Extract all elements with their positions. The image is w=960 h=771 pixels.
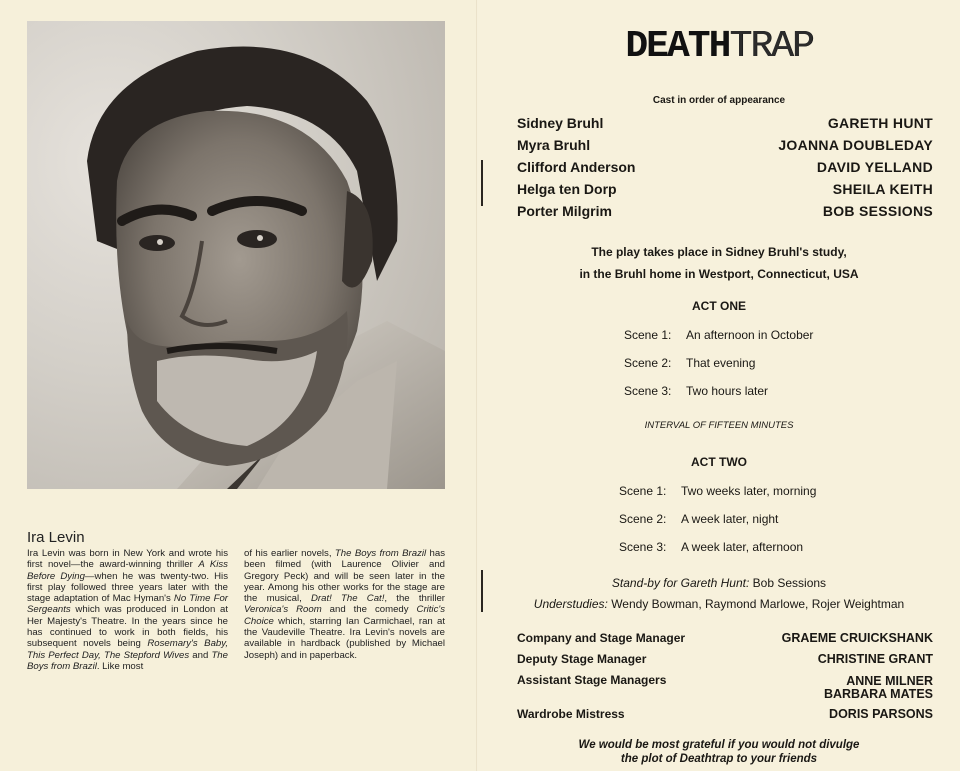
crew-role: Company and Stage Manager [517,631,686,645]
scene-label: Scene 3: [624,384,672,398]
crew-row [517,631,933,652]
cast-row [517,159,933,181]
setting-line-2: in the Bruhl home in Westport, Connecticut, USA [579,267,859,281]
cast-actor: GARETH HUNT [827,115,933,131]
scene-row [619,484,816,498]
cast-role: Myra Bruhl [517,137,591,153]
footer-line-2: the plot of Deathtrap to your friends [620,753,818,765]
bio-text: Ira Levin was born in New York and wrote his first novel—the award-winning thriller [27,548,228,571]
bio-title-italic: A Kiss Before Dying [27,559,228,582]
bio-text: and [189,649,212,661]
crew-role: Deputy Stage Manager [517,652,647,666]
crew-names [824,673,933,705]
footer-note [478,738,960,766]
bio-text: has been filmed (with Laurence Olivier and Gregory Peck) and will be seen later in the year. Among his other works for the stage are the musical, [244,548,445,605]
cast-heading: Cast in order of appearance [652,95,786,106]
bio-title-italic: No Time For Sergeants [27,593,228,616]
bio-text: —when he was twenty-two. His first play followed three years later with the stage adaptation of Mac Hyman's [27,570,228,605]
cast-actor: BOB SESSIONS [822,203,933,219]
crew-name: CHRISTINE GRANT [817,652,933,666]
bio-title: Ira Levin [27,529,85,546]
understudies-names: Wendy Bowman, Raymond Marlowe, Rojer Weightman [611,597,905,611]
scene-row [624,328,813,342]
bio-column-1 [27,548,228,672]
scene-label: Scene 1: [619,484,667,498]
crew-list [517,631,933,728]
scene-label: Scene 2: [619,512,667,526]
right-page [478,0,960,771]
crew-row [517,705,933,728]
crew-role: Wardrobe Mistress [517,707,625,721]
bio-text: which was produced in London at Her Majesty's Theatre. In the years since he has continued to work in both fields, his subsequent novels being [27,604,228,650]
cast-role: Clifford Anderson [517,159,636,175]
page-mark [481,570,483,612]
bio-title-italic: Veronica's Room [244,604,322,616]
cast-row [517,203,933,225]
title-death: DEATH [625,25,730,68]
scene-desc: Two hours later [686,384,769,398]
scene-desc: A week later, night [681,512,779,526]
scene-row [624,384,768,398]
bio-text: which, starring Ian Carmichael, ran at the Vaudeville Theatre. Ira Levin's novels are available in hardback (published by Michael Joseph) and in paperback. [244,615,445,661]
scene-desc: An afternoon in October [686,328,814,342]
cast-row [517,181,933,203]
scene-label: Scene 2: [624,356,672,370]
footer-line-1: We would be most grateful if you would not divulge [578,739,860,751]
setting-description [478,241,960,285]
portrait-image [27,21,445,489]
title-trap: TRAP [729,25,813,68]
bio-title-italic: The Boys from Brazil [27,649,228,672]
bio-title-italic: Rosemary's Baby, This Perfect Day, The Stepford Wives [27,638,228,661]
cast-list [517,115,933,225]
interval-note: INTERVAL OF FIFTEEN MINUTES [644,420,794,431]
crew-name: ANNE MILNER [846,674,933,688]
standby-name: Bob Sessions [752,576,827,590]
scene-row [619,540,803,554]
act-one-title: ACT ONE [692,299,746,313]
cast-row [517,137,933,159]
act-two-title: ACT TWO [691,455,747,469]
bio-text: . Like most [96,660,144,672]
cast-actor: JOANNA DOUBLEDAY [778,137,933,153]
scene-label: Scene 3: [619,540,667,554]
crew-name: DORIS PARSONS [829,707,933,721]
bio-title-italic: Critic's Choice [244,604,445,627]
standby-label: Stand-by for Gareth Hunt: [611,576,750,590]
author-portrait-photo [27,21,445,489]
standby-line [478,576,960,590]
crew-row [517,673,933,705]
scene-desc: Two weeks later, morning [681,484,817,498]
scene-row [619,512,778,526]
understudies-label: Understudies: [533,597,608,611]
understudies-line [478,597,960,611]
page-mark [481,160,483,206]
left-page [0,0,478,771]
bio-text: , the thriller [384,593,445,605]
play-title [478,25,960,68]
crew-name: GRAEME CRUICKSHANK [781,631,933,645]
bio-text: of his earlier novels, [244,548,335,559]
cast-row [517,115,933,137]
cast-role: Helga ten Dorp [517,181,617,197]
cast-actor: SHEILA KEITH [832,181,933,197]
cast-role: Porter Milgrim [517,203,612,219]
crew-name: BARBARA MATES [823,687,933,701]
crew-role: Assistant Stage Managers [517,673,667,687]
bio-column-2 [244,548,445,661]
scene-row [624,356,755,370]
bio-text: and the comedy [321,604,417,616]
bio-title-italic: Drat! The Cat! [311,593,385,605]
bio-title-italic: The Boys from Brazil [334,548,427,559]
crew-row [517,652,933,673]
cast-actor: DAVID YELLAND [816,159,933,175]
scene-label: Scene 1: [624,328,672,342]
cast-role: Sidney Bruhl [517,115,604,131]
scene-desc: That evening [686,356,756,370]
setting-line-1: The play takes place in Sidney Bruhl's study, [591,245,847,259]
scene-desc: A week later, afternoon [681,540,804,554]
